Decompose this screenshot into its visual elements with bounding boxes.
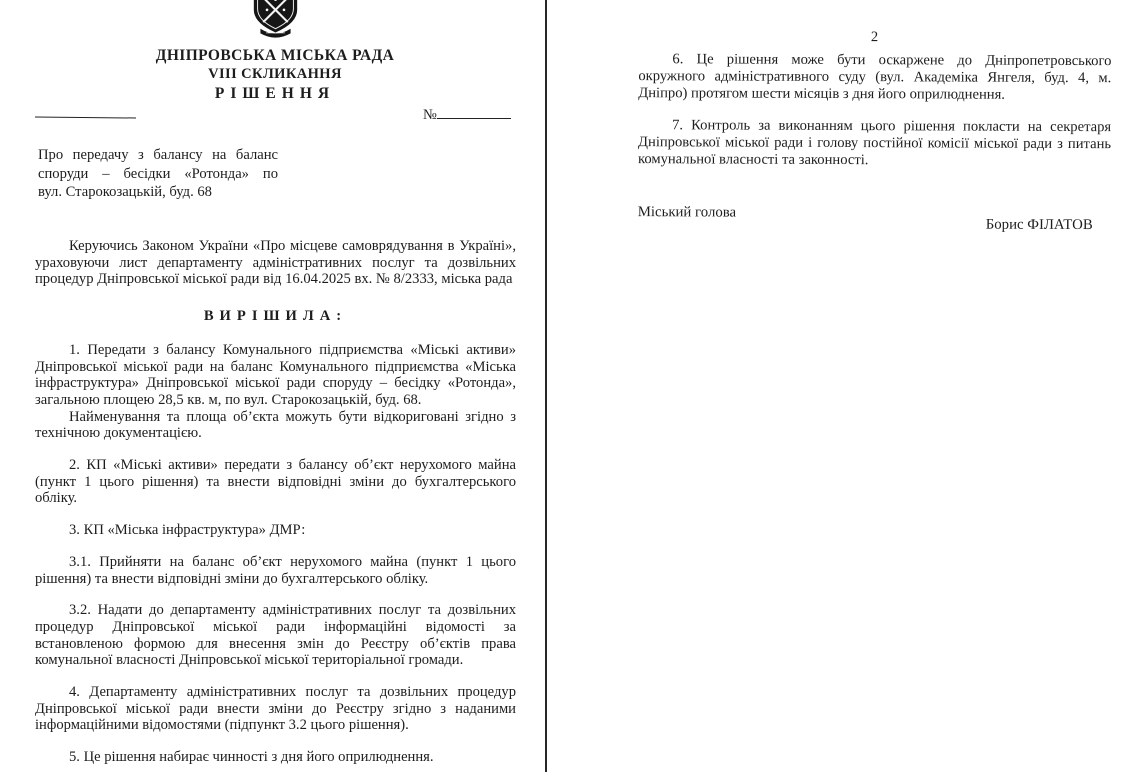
resolution-heading: ВИРІШИЛА: <box>203 308 348 325</box>
page-2 <box>546 0 1132 774</box>
subject-line: споруди – бесідки «Ротонда» по <box>38 165 278 182</box>
decision-item-3-2: 3.2. Надати до департаменту адміністративних послуг та дозвільних процедур Дніпровської міської ради інформаційні відомості за встановленою формою для внесення змін до Реєстру об’єктів права комунальної власності Дніпровської міської територіальної громади. <box>35 602 516 669</box>
page-2-content <box>544 0 1132 774</box>
decision-item-4: 4. Департаменту адміністративних послуг та дозвільних процедур Дніпровської міської ради внести зміни до Реєстру згідно з наданими інформаційними відомостями (підпункт 3.2 цього рішення). <box>35 684 516 734</box>
number-placeholder-line <box>437 105 511 119</box>
decision-item-3: 3. КП «Міська інфраструктура» ДМР: <box>69 522 306 539</box>
signature-block <box>638 204 1111 234</box>
signature-name: Борис ФІЛАТОВ <box>985 216 1093 234</box>
decision-item-7: 7. Контроль за виконанням цього рішення покласти на секретаря Дніпровської міської ради і голову постійної комісії міської ради з питань комунальної власності та законності. <box>637 117 1112 169</box>
letterhead <box>55 0 495 103</box>
convocation: VIII СКЛИКАННЯ <box>208 66 342 82</box>
decision-item-2: 2. КП «Міські активи» передати з балансу об’єкт нерухомого майна (пункт 1 цього рішення) та внести відповідні зміни до бухгалтерського обліку. <box>35 457 516 507</box>
decision-item-1: 1. Передати з балансу Комунального підприємства «Міські активи» Дніпровської міської ради на баланс Комунального підприємства «Міська інфраструктура» Дніпровської міської ради споруду – бесідку «Ротонда», загальною площею 28,5 кв. м, по вул. Старокозацькій, буд. 68. <box>35 341 516 408</box>
preamble: Керуючись Законом України «Про місцеве самоврядування в Україні», ураховуючи лист департаменту адміністративних послуг та дозвільних процедур Дніпровської міської ради від 16.04.2025 вх. № 8/2333, міська рада <box>35 238 516 288</box>
subject-block <box>38 146 278 202</box>
decision-body-continued <box>638 51 1112 185</box>
number-label: № <box>423 107 437 123</box>
page-number: 2 <box>870 29 879 46</box>
decision-body <box>35 238 516 774</box>
decision-item-6: 6. Це рішення може бути оскаржене до Дніпропетровського окружного адміністративного суду (вул. Академіка Янгеля, буд. 4, м. Дніпро) протягом шести місяців з дня його оприлюднення. <box>638 51 1112 103</box>
decision-item-1-note: Найменування та площа об’єкта можуть бути відкориговані згідно з технічною документацією. <box>35 408 516 442</box>
decision-item-3-1: 3.1. Прийняти на баланс об’єкт нерухомого майна (пункт 1 цього рішення) та внести відповідні зміни до бухгалтерського обліку. <box>35 553 516 587</box>
signature-title: Міський голова <box>637 204 737 221</box>
org-name: ДНІПРОВСЬКА МІСЬКА РАДА <box>155 47 395 64</box>
document-number <box>423 105 511 124</box>
dnipro-coat-of-arms-icon <box>247 0 304 40</box>
page-1 <box>0 0 546 774</box>
subject-line: вул. Старокозацькій, буд. 68 <box>38 184 212 201</box>
doc-type-title: РІШЕННЯ <box>214 85 336 102</box>
date-placeholder-line <box>35 116 136 118</box>
subject-line: Про передачу з балансу на баланс <box>38 147 278 163</box>
decision-item-5: 5. Це рішення набирає чинності з дня його оприлюднення. <box>69 749 434 766</box>
